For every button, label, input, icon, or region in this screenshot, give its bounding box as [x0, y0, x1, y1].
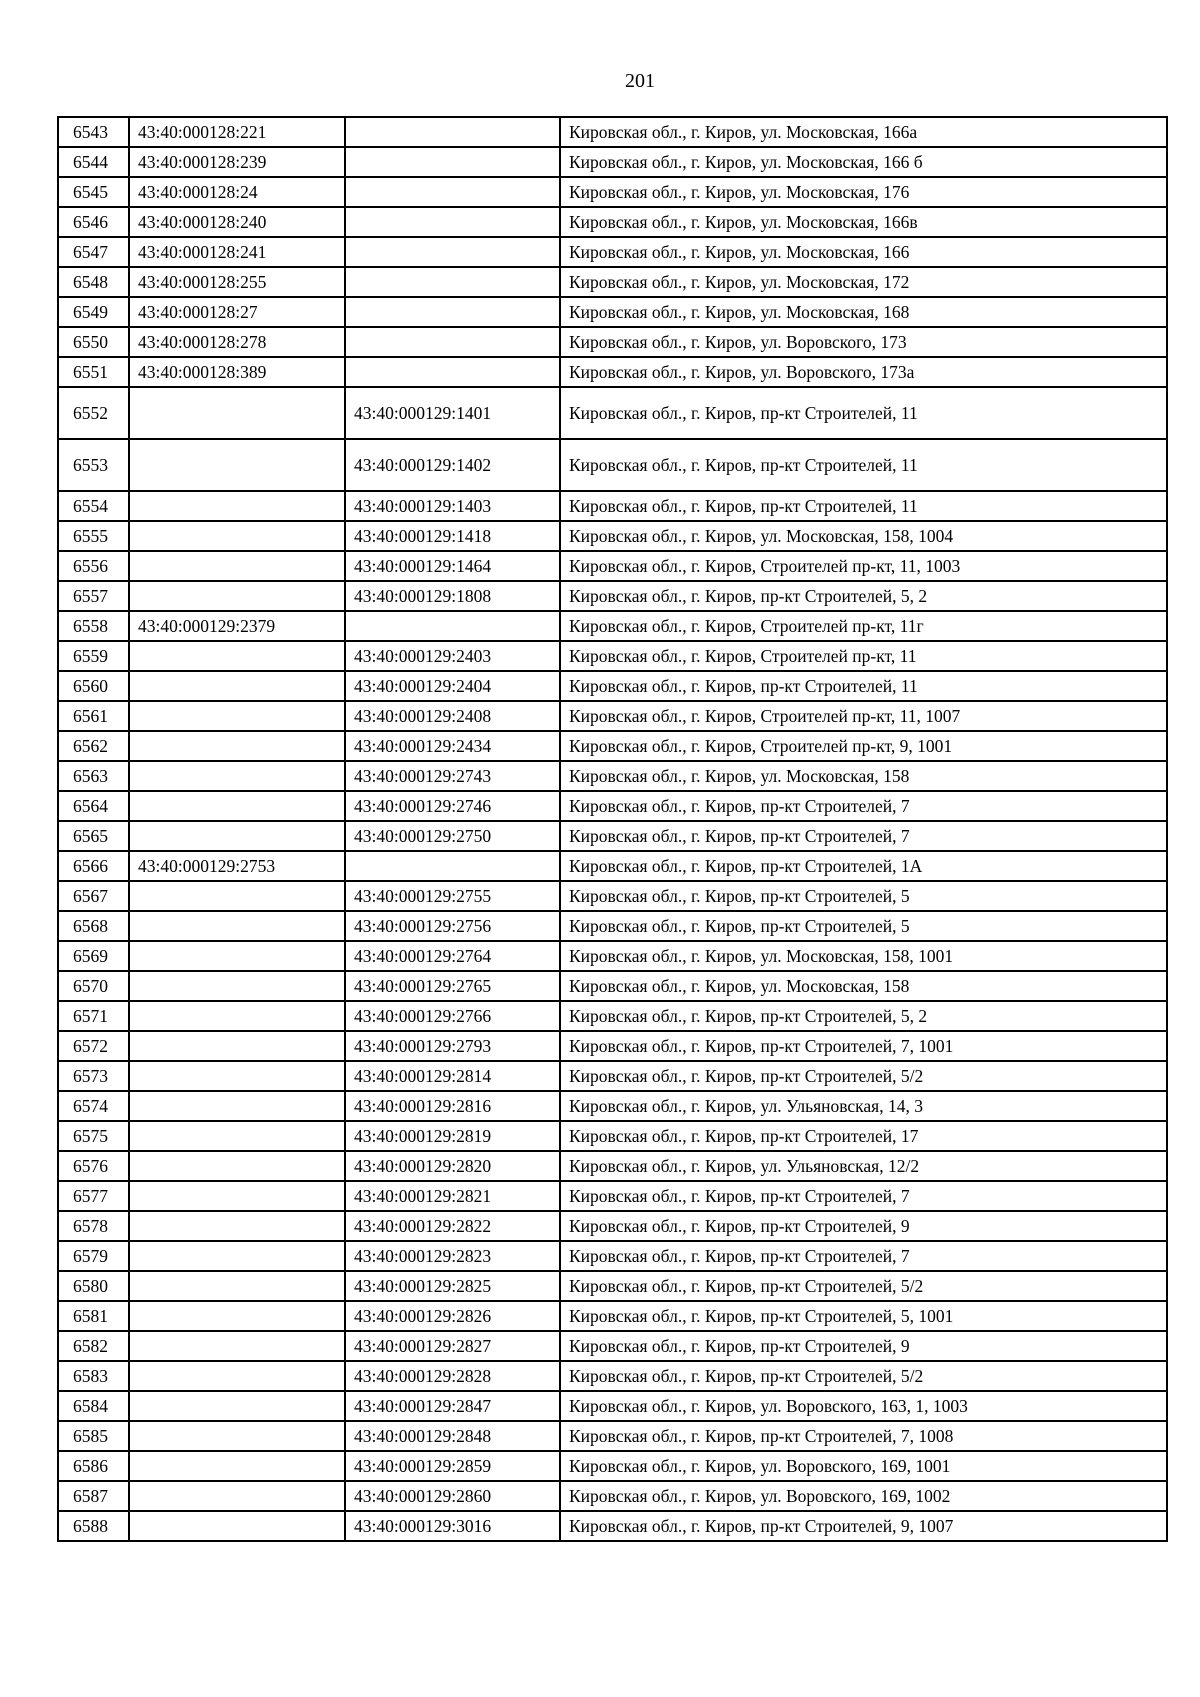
table-row: [58, 1181, 1167, 1211]
table-row: [58, 521, 1167, 551]
row-number-cell: 6549: [58, 297, 129, 327]
cadastral-number-cell: [129, 491, 345, 521]
cadastral-number-cell: [129, 1271, 345, 1301]
address-cell: Кировская обл., г. Киров, пр-кт Строителей, 9: [560, 1331, 1167, 1361]
room-number-cell: [345, 327, 560, 357]
row-number-cell: 6570: [58, 971, 129, 1001]
address-cell: Кировская обл., г. Киров, ул. Ульяновская, 14, 3: [560, 1091, 1167, 1121]
row-number-cell: 6569: [58, 941, 129, 971]
row-number-cell: 6581: [58, 1301, 129, 1331]
address-cell: Кировская обл., г. Киров, ул. Московская, 166 б: [560, 147, 1167, 177]
table-row: [58, 491, 1167, 521]
room-number-cell: 43:40:000129:2819: [345, 1121, 560, 1151]
table-row: [58, 1151, 1167, 1181]
address-cell: Кировская обл., г. Киров, ул. Московская, 166: [560, 237, 1167, 267]
cadastral-number-cell: 43:40:000128:27: [129, 297, 345, 327]
table-row: [58, 327, 1167, 357]
row-number-cell: 6555: [58, 521, 129, 551]
cadastral-number-cell: [129, 761, 345, 791]
row-number-cell: 6579: [58, 1241, 129, 1271]
room-number-cell: 43:40:000129:2827: [345, 1331, 560, 1361]
table-row: [58, 551, 1167, 581]
room-number-cell: 43:40:000129:2859: [345, 1451, 560, 1481]
table-row: [58, 357, 1167, 387]
row-number-cell: 6574: [58, 1091, 129, 1121]
cadastral-number-cell: 43:40:000128:239: [129, 147, 345, 177]
room-number-cell: 43:40:000129:2743: [345, 761, 560, 791]
row-number-cell: 6572: [58, 1031, 129, 1061]
cadastral-number-cell: [129, 971, 345, 1001]
address-cell: Кировская обл., г. Киров, ул. Московская, 166а: [560, 117, 1167, 147]
row-number-cell: 6547: [58, 237, 129, 267]
table-row: [58, 207, 1167, 237]
cadastral-number-cell: [129, 941, 345, 971]
row-number-cell: 6587: [58, 1481, 129, 1511]
table-row: [58, 1331, 1167, 1361]
cadastral-number-cell: [129, 641, 345, 671]
room-number-cell: 43:40:000129:2826: [345, 1301, 560, 1331]
table-row: [58, 581, 1167, 611]
room-number-cell: [345, 237, 560, 267]
row-number-cell: 6545: [58, 177, 129, 207]
cadastral-number-cell: [129, 1091, 345, 1121]
address-cell: Кировская обл., г. Киров, пр-кт Строителей, 1А: [560, 851, 1167, 881]
row-number-cell: 6584: [58, 1391, 129, 1421]
table-row: [58, 237, 1167, 267]
row-number-cell: 6563: [58, 761, 129, 791]
table-row: [58, 1481, 1167, 1511]
room-number-cell: 43:40:000129:1403: [345, 491, 560, 521]
room-number-cell: 43:40:000129:2434: [345, 731, 560, 761]
room-number-cell: 43:40:000129:2816: [345, 1091, 560, 1121]
row-number-cell: 6546: [58, 207, 129, 237]
table-row: [58, 791, 1167, 821]
cadastral-number-cell: [129, 387, 345, 439]
room-number-cell: 43:40:000129:1464: [345, 551, 560, 581]
address-cell: Кировская обл., г. Киров, пр-кт Строителей, 11: [560, 491, 1167, 521]
table-row: [58, 1421, 1167, 1451]
address-cell: Кировская обл., г. Киров, ул. Воровского, 173а: [560, 357, 1167, 387]
cadastral-number-cell: [129, 1241, 345, 1271]
table-row: [58, 1271, 1167, 1301]
table-row: [58, 641, 1167, 671]
row-number-cell: 6588: [58, 1511, 129, 1541]
cadastral-number-cell: [129, 791, 345, 821]
table-row: [58, 117, 1167, 147]
cadastral-number-cell: [129, 581, 345, 611]
row-number-cell: 6556: [58, 551, 129, 581]
room-number-cell: 43:40:000129:2820: [345, 1151, 560, 1181]
table-row: [58, 297, 1167, 327]
room-number-cell: 43:40:000129:1808: [345, 581, 560, 611]
address-cell: Кировская обл., г. Киров, пр-кт Строителей, 5: [560, 881, 1167, 911]
page-number: 201: [625, 70, 655, 92]
cadastral-number-cell: [129, 521, 345, 551]
cadastral-number-cell: [129, 911, 345, 941]
row-number-cell: 6578: [58, 1211, 129, 1241]
address-cell: Кировская обл., г. Киров, пр-кт Строителей, 5/2: [560, 1361, 1167, 1391]
row-number-cell: 6543: [58, 117, 129, 147]
table-row: [58, 1001, 1167, 1031]
cadastral-number-cell: [129, 1331, 345, 1361]
room-number-cell: 43:40:000129:2823: [345, 1241, 560, 1271]
table-row: [58, 1511, 1167, 1541]
row-number-cell: 6564: [58, 791, 129, 821]
row-number-cell: 6544: [58, 147, 129, 177]
table-row: [58, 1451, 1167, 1481]
row-number-cell: 6558: [58, 611, 129, 641]
room-number-cell: 43:40:000129:2848: [345, 1421, 560, 1451]
cadastral-number-cell: [129, 1511, 345, 1541]
cadastral-number-cell: [129, 1211, 345, 1241]
room-number-cell: 43:40:000129:2750: [345, 821, 560, 851]
row-number-cell: 6548: [58, 267, 129, 297]
room-number-cell: 43:40:000129:2404: [345, 671, 560, 701]
room-number-cell: 43:40:000129:2408: [345, 701, 560, 731]
table-row: [58, 1031, 1167, 1061]
row-number-cell: 6571: [58, 1001, 129, 1031]
table-row: [58, 611, 1167, 641]
room-number-cell: 43:40:000129:2766: [345, 1001, 560, 1031]
cadastral-number-cell: [129, 1421, 345, 1451]
room-number-cell: 43:40:000129:2764: [345, 941, 560, 971]
room-number-cell: 43:40:000129:2765: [345, 971, 560, 1001]
address-cell: Кировская обл., г. Киров, пр-кт Строителей, 11: [560, 671, 1167, 701]
room-number-cell: [345, 177, 560, 207]
cadastral-number-cell: [129, 1361, 345, 1391]
table-row: [58, 761, 1167, 791]
row-number-cell: 6576: [58, 1151, 129, 1181]
cadastral-number-cell: 43:40:000128:255: [129, 267, 345, 297]
address-cell: Кировская обл., г. Киров, ул. Московская, 158, 1004: [560, 521, 1167, 551]
address-cell: Кировская обл., г. Киров, пр-кт Строителей, 5/2: [560, 1271, 1167, 1301]
table-row: [58, 1061, 1167, 1091]
cadastral-number-cell: [129, 1061, 345, 1091]
room-number-cell: 43:40:000129:2825: [345, 1271, 560, 1301]
row-number-cell: 6583: [58, 1361, 129, 1391]
address-cell: Кировская обл., г. Киров, пр-кт Строителей, 7: [560, 791, 1167, 821]
address-cell: Кировская обл., г. Киров, пр-кт Строителей, 5, 2: [560, 581, 1167, 611]
cadastral-number-cell: [129, 1121, 345, 1151]
table-row: [58, 821, 1167, 851]
address-cell: Кировская обл., г. Киров, ул. Воровского, 173: [560, 327, 1167, 357]
cadastral-number-cell: 43:40:000129:2379: [129, 611, 345, 641]
room-number-cell: [345, 611, 560, 641]
cadastral-number-cell: [129, 701, 345, 731]
room-number-cell: 43:40:000129:2822: [345, 1211, 560, 1241]
cadastral-number-cell: [129, 439, 345, 491]
row-number-cell: 6573: [58, 1061, 129, 1091]
address-cell: Кировская обл., г. Киров, ул. Воровского, 169, 1002: [560, 1481, 1167, 1511]
address-cell: Кировская обл., г. Киров, Строителей пр-кт, 11г: [560, 611, 1167, 641]
cadastral-number-cell: 43:40:000128:24: [129, 177, 345, 207]
cadastral-number-cell: [129, 1151, 345, 1181]
address-cell: Кировская обл., г. Киров, пр-кт Строителей, 5, 2: [560, 1001, 1167, 1031]
address-cell: Кировская обл., г. Киров, ул. Московская, 158: [560, 761, 1167, 791]
address-cell: Кировская обл., г. Киров, ул. Московская, 158, 1001: [560, 941, 1167, 971]
table-row: [58, 941, 1167, 971]
address-cell: Кировская обл., г. Киров, Строителей пр-кт, 11: [560, 641, 1167, 671]
address-cell: Кировская обл., г. Киров, ул. Московская, 172: [560, 267, 1167, 297]
table-row: [58, 1361, 1167, 1391]
row-number-cell: 6567: [58, 881, 129, 911]
table-row: [58, 177, 1167, 207]
address-cell: Кировская обл., г. Киров, Строителей пр-кт, 9, 1001: [560, 731, 1167, 761]
address-cell: Кировская обл., г. Киров, ул. Московская, 158: [560, 971, 1167, 1001]
row-number-cell: 6562: [58, 731, 129, 761]
room-number-cell: [345, 117, 560, 147]
table-row: [58, 387, 1167, 439]
address-cell: Кировская обл., г. Киров, пр-кт Строителей, 7: [560, 1181, 1167, 1211]
address-cell: Кировская обл., г. Киров, пр-кт Строителей, 5/2: [560, 1061, 1167, 1091]
room-number-cell: 43:40:000129:3016: [345, 1511, 560, 1541]
row-number-cell: 6559: [58, 641, 129, 671]
table-row: [58, 971, 1167, 1001]
cadastral-number-cell: [129, 1391, 345, 1421]
cadastral-number-cell: [129, 1481, 345, 1511]
address-cell: Кировская обл., г. Киров, пр-кт Строителей, 7: [560, 1241, 1167, 1271]
table-row: [58, 701, 1167, 731]
address-cell: Кировская обл., г. Киров, пр-кт Строителей, 7, 1008: [560, 1421, 1167, 1451]
cadastral-number-cell: [129, 1301, 345, 1331]
cadastral-number-cell: [129, 1181, 345, 1211]
cadastral-number-cell: 43:40:000129:2753: [129, 851, 345, 881]
table-row: [58, 911, 1167, 941]
table-row: [58, 1301, 1167, 1331]
address-cell: Кировская обл., г. Киров, ул. Ульяновская, 12/2: [560, 1151, 1167, 1181]
row-number-cell: 6565: [58, 821, 129, 851]
table-row: [58, 851, 1167, 881]
address-cell: Кировская обл., г. Киров, пр-кт Строителей, 17: [560, 1121, 1167, 1151]
row-number-cell: 6550: [58, 327, 129, 357]
address-cell: Кировская обл., г. Киров, ул. Московская, 176: [560, 177, 1167, 207]
row-number-cell: 6568: [58, 911, 129, 941]
cadastral-number-cell: 43:40:000128:221: [129, 117, 345, 147]
table-row: [58, 267, 1167, 297]
address-cell: Кировская обл., г. Киров, пр-кт Строителей, 7: [560, 821, 1167, 851]
address-cell: Кировская обл., г. Киров, ул. Московская, 166в: [560, 207, 1167, 237]
cadastral-number-cell: [129, 881, 345, 911]
room-number-cell: [345, 357, 560, 387]
row-number-cell: 6551: [58, 357, 129, 387]
row-number-cell: 6566: [58, 851, 129, 881]
room-number-cell: 43:40:000129:2746: [345, 791, 560, 821]
address-cell: Кировская обл., г. Киров, пр-кт Строителей, 9, 1007: [560, 1511, 1167, 1541]
row-number-cell: 6577: [58, 1181, 129, 1211]
cadastral-number-cell: 43:40:000128:240: [129, 207, 345, 237]
table-row: [58, 1211, 1167, 1241]
address-cell: Кировская обл., г. Киров, ул. Воровского, 169, 1001: [560, 1451, 1167, 1481]
table-row: [58, 1241, 1167, 1271]
row-number-cell: 6582: [58, 1331, 129, 1361]
address-cell: Кировская обл., г. Киров, Строителей пр-кт, 11, 1003: [560, 551, 1167, 581]
table-row: [58, 439, 1167, 491]
table-row: [58, 671, 1167, 701]
row-number-cell: 6580: [58, 1271, 129, 1301]
table-row: [58, 1121, 1167, 1151]
cadastral-number-cell: [129, 1031, 345, 1061]
room-number-cell: 43:40:000129:1402: [345, 439, 560, 491]
address-cell: Кировская обл., г. Киров, пр-кт Строителей, 11: [560, 387, 1167, 439]
address-cell: Кировская обл., г. Киров, пр-кт Строителей, 7, 1001: [560, 1031, 1167, 1061]
address-cell: Кировская обл., г. Киров, ул. Воровского, 163, 1, 1003: [560, 1391, 1167, 1421]
address-cell: Кировская обл., г. Киров, пр-кт Строителей, 9: [560, 1211, 1167, 1241]
room-number-cell: [345, 851, 560, 881]
room-number-cell: 43:40:000129:2793: [345, 1031, 560, 1061]
row-number-cell: 6585: [58, 1421, 129, 1451]
cadastral-number-cell: 43:40:000128:389: [129, 357, 345, 387]
room-number-cell: [345, 297, 560, 327]
table-row: [58, 881, 1167, 911]
room-number-cell: 43:40:000129:1418: [345, 521, 560, 551]
table-row: [58, 731, 1167, 761]
cadastral-number-cell: [129, 671, 345, 701]
row-number-cell: 6561: [58, 701, 129, 731]
table-row: [58, 147, 1167, 177]
room-number-cell: 43:40:000129:2847: [345, 1391, 560, 1421]
cadastral-number-cell: [129, 1001, 345, 1031]
cadastral-number-cell: [129, 551, 345, 581]
row-number-cell: 6554: [58, 491, 129, 521]
address-cell: Кировская обл., г. Киров, ул. Московская, 168: [560, 297, 1167, 327]
cadastral-number-cell: [129, 1451, 345, 1481]
cadastral-number-cell: [129, 731, 345, 761]
room-number-cell: [345, 207, 560, 237]
room-number-cell: 43:40:000129:1401: [345, 387, 560, 439]
room-number-cell: 43:40:000129:2821: [345, 1181, 560, 1211]
room-number-cell: 43:40:000129:2403: [345, 641, 560, 671]
row-number-cell: 6557: [58, 581, 129, 611]
room-number-cell: [345, 267, 560, 297]
address-cell: Кировская обл., г. Киров, пр-кт Строителей, 11: [560, 439, 1167, 491]
cadastral-table: [57, 116, 1168, 1542]
room-number-cell: 43:40:000129:2860: [345, 1481, 560, 1511]
room-number-cell: 43:40:000129:2828: [345, 1361, 560, 1391]
room-number-cell: 43:40:000129:2756: [345, 911, 560, 941]
row-number-cell: 6553: [58, 439, 129, 491]
address-cell: Кировская обл., г. Киров, пр-кт Строителей, 5: [560, 911, 1167, 941]
row-number-cell: 6552: [58, 387, 129, 439]
address-cell: Кировская обл., г. Киров, пр-кт Строителей, 5, 1001: [560, 1301, 1167, 1331]
table-row: [58, 1091, 1167, 1121]
cadastral-number-cell: 43:40:000128:241: [129, 237, 345, 267]
room-number-cell: [345, 147, 560, 177]
cadastral-number-cell: 43:40:000128:278: [129, 327, 345, 357]
room-number-cell: 43:40:000129:2814: [345, 1061, 560, 1091]
cadastral-number-cell: [129, 821, 345, 851]
table-body: [58, 117, 1167, 1541]
row-number-cell: 6575: [58, 1121, 129, 1151]
row-number-cell: 6586: [58, 1451, 129, 1481]
address-cell: Кировская обл., г. Киров, Строителей пр-кт, 11, 1007: [560, 701, 1167, 731]
room-number-cell: 43:40:000129:2755: [345, 881, 560, 911]
table-row: [58, 1391, 1167, 1421]
row-number-cell: 6560: [58, 671, 129, 701]
